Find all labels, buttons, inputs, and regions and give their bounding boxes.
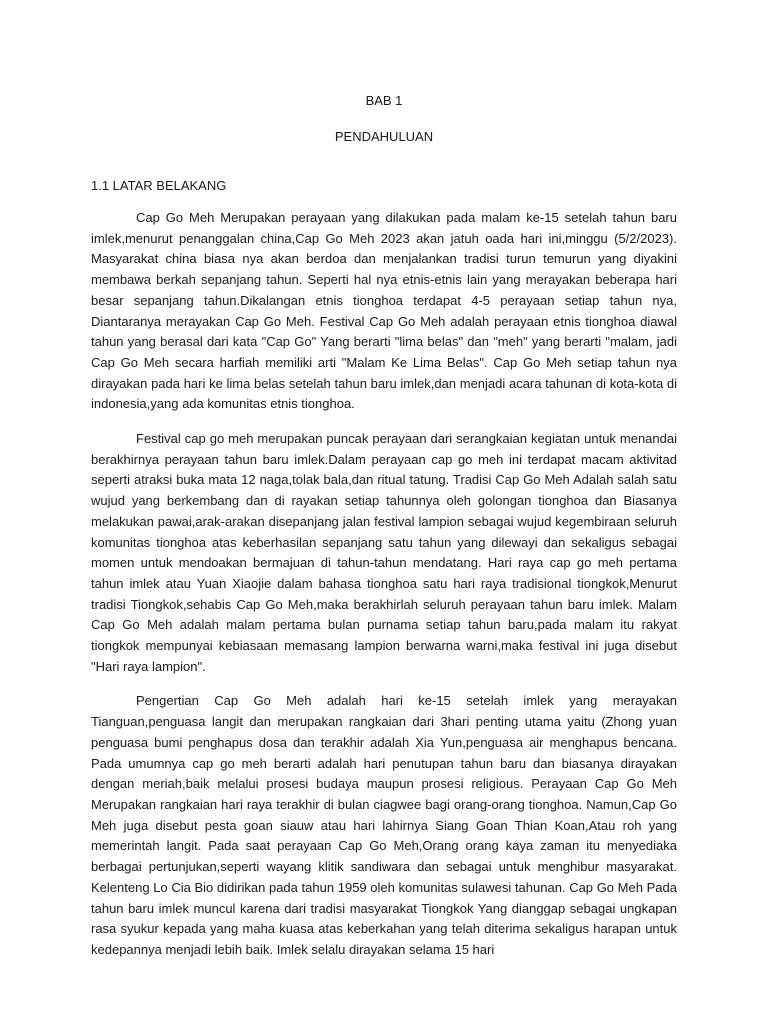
paragraph-3: Pengertian Cap Go Meh adalah hari ke-15 setelah imlek yang merayakan Tianguan,penguasa langit dan merupakan rangkaian dari 3hari penting utama yaitu (Zhong yuan penguasa bumi penghapus dosa dan terakhir adalah Xia Yun,penguasa air menghapus bencana. Pada umumnya cap go meh berarti adalah hari penutupan tahun baru dan biasanya dirayakan dengan meriah,baik melalui prosesi budaya maupun prosesi religious. Perayaan Cap Go Meh Merupakan rangkaian hari raya terakhir di bulan ciagwee bagi orang-orang tionghoa. Namun,Cap Go Meh juga disebut pesta goan siauw atau hari lahirnya Siang Goan Thian Koan,Atau roh yang memerintah langit. Pada saat perayaan Cap Go Meh,Orang orang kaya zaman itu menyediaka berbagai pertunjukan,seperti wayang klitik sandiwara dan sebagai untuk menghibur masyarakat. Kelenteng Lo Cia Bio didirikan pada tahun 1959 oleh komunitas sulawesi tahunan. Cap Go Meh Pada tahun baru imlek muncul karena dari tradisi masyarakat Tiongkok Yang dianggap sebagai ungkapan rasa syukur kepada yang maha kuasa atas keberkahan yang telah diterima sekaligus harapan untuk kedepannya menjadi lebih baik. Imlek selalu dirayakan selama 15 hari (91, 693, 677, 957)
chapter-title: PENDAHULUAN (334, 129, 434, 144)
paragraph-1: Cap Go Meh Merupakan perayaan yang dilakukan pada malam ke-15 setelah tahun baru imlek,menurut penanggalan china,Cap Go Meh 2023 akan jatuh oada hari ini,minggu (5/2/2023). Masyarakat china biasa nya akan berdoa dan menjalankan tradisi turun temurun yang diyakini membawa berkah sepanjang tahun. Seperti hal nya etnis-etnis lain yang merayakan beberapa hari besar sepanjang tahun.Dikalangan etnis tionghoa terdapat 4-5 perayaan setiap tahun nya, Diantaranya merayakan Cap Go Meh. Festival Cap Go Meh adalah perayaan etnis tionghoa diawal tahun yang berasal dari kata "Cap Go" Yang berarti "lima belas" dan "meh" yang berarti "malam, jadi Cap Go Meh secara harfiah memiliki arti "Malam Ke Lima Belas". Cap Go Meh setiap tahun nya dirayakan pada hari ke lima belas setelah tahun baru imlek,dan menjadi acara tahunan di kota-kota di indonesia,yang ada komunitas etnis tionghoa. (91, 210, 677, 412)
body-text (91, 208, 677, 975)
section-heading: 1.1 LATAR BELAKANG (91, 178, 227, 193)
chapter-number: BAB 1 (365, 93, 403, 108)
paragraph-2: Festival cap go meh merupakan puncak perayaan dari serangkaian kegiatan untuk menandai berakhirnya perayaan tahun baru imlek.Dalam perayaan cap go meh ini terdapat macam aktivitad seperti atraksi buka mata 12 naga,tolak bala,dan ritual tatung. Tradisi Cap Go Meh Adalah salah satu wujud yang berkembang dan di rayakan setiap tahunnya oleh golongan tionghoa dan Biasanya melakukan pawai,arak-arakan disepanjang jalan festival lampion sebagai wujud kegembiraan seluruh komunitas tionghoa atas keberhasilan sepanjang satu tahun yang dilewayi dan sekaligus sebagai momen untuk mendoakan bermajuan di tahun-tahun mendatang. Hari raya cap go meh pertama tahun imlek atau Yuan Xiaojie dalam bahasa tionghoa satu hari raya tradisional tiongkok,Menurut tradisi Tiongkok,sehabis Cap Go Meh,maka berakhirlah seluruh perayaan tahun baru imlek. Malam Cap Go Meh adalah malam pertama bulan purnama setiap tahun baru,pada malam itu rakyat tiongkok mempunyai kebiasaan memasang lampion berwarna warni,maka festival ini juga disebut "Hari raya lampion". (91, 431, 677, 674)
